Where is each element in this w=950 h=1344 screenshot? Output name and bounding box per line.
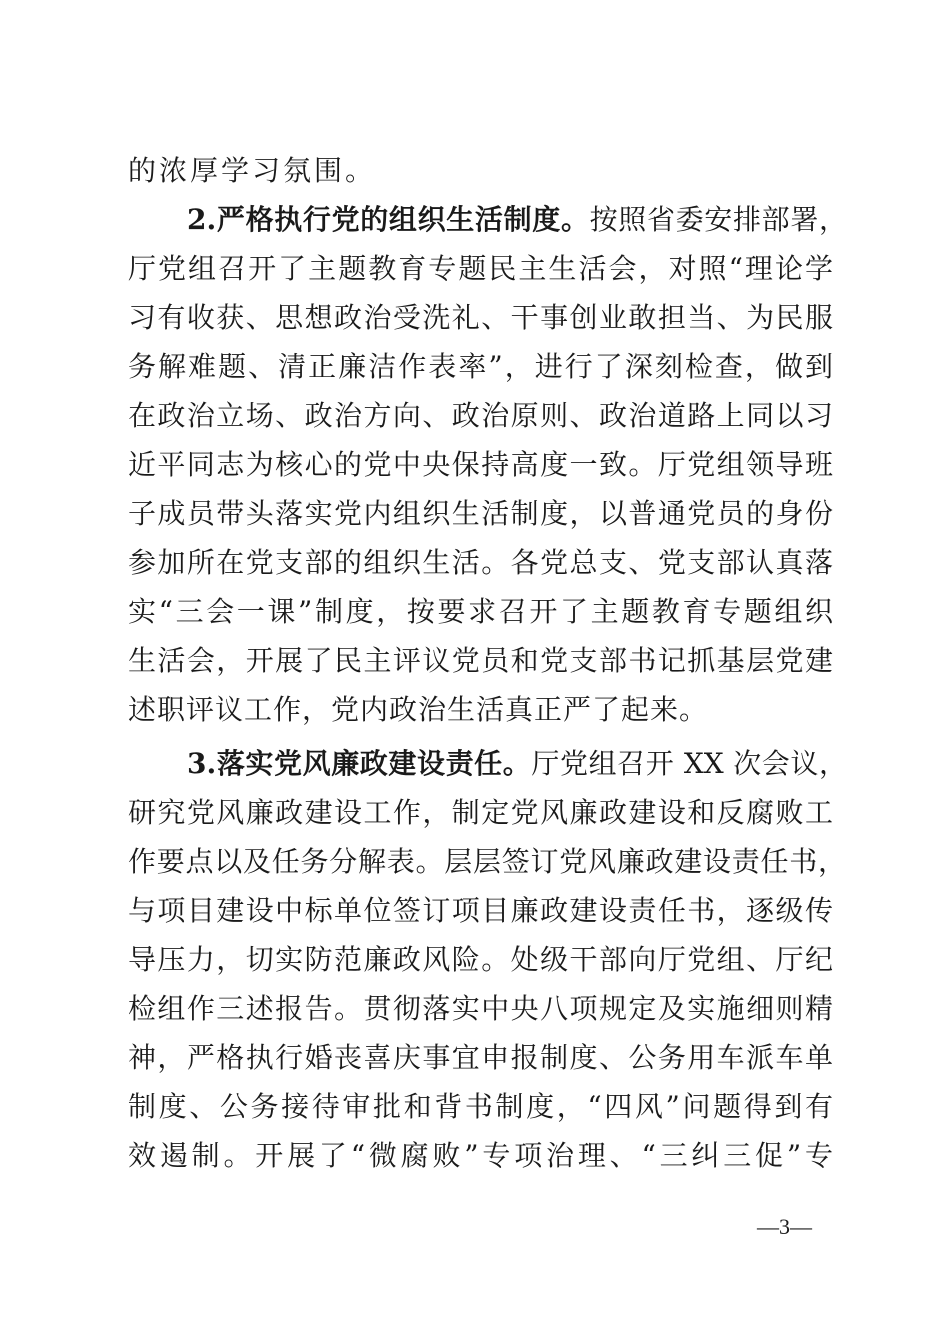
paragraph-line: 参加所在党支部的组织生活。各党总支、党支部认真落 bbox=[128, 546, 833, 579]
paragraph-line: 述职评议工作，党内政治生活真正严了起来。 bbox=[128, 693, 709, 726]
paragraph-line: 厅党组召开了主题教育专题民主生活会，对照“理论学 bbox=[128, 252, 833, 285]
paragraph-line: 与项目建设中标单位签订项目廉政建设责任书，逐级传 bbox=[128, 894, 833, 927]
section-2-first-line-text: 按照省委安排部署， bbox=[589, 203, 847, 236]
paragraph-line: 习有收获、思想政治受洗礼、干事创业敢担当、为民服 bbox=[128, 301, 833, 334]
section-2-first-line bbox=[187, 200, 847, 240]
paragraph-line: 制度、公务接待审批和背书制度，“四风”问题得到有 bbox=[128, 1090, 833, 1123]
section-3-first-line-text: 厅党组召开 XX 次会议， bbox=[531, 747, 847, 780]
section-2-heading: 2.严格执行党的组织生活制度。 bbox=[187, 203, 590, 236]
paragraph-line: 神，严格执行婚丧喜庆事宜申报制度、公务用车派车单 bbox=[128, 1041, 833, 1074]
paragraph-line: 务解难题、清正廉洁作表率”，进行了深刻检查，做到 bbox=[128, 350, 833, 383]
paragraph-line: 子成员带头落实党内组织生活制度，以普通党员的身份 bbox=[128, 497, 833, 530]
paragraph-line: 效遏制。开展了“微腐败”专项治理、“三纠三促”专 bbox=[128, 1139, 833, 1172]
paragraph-line: 的浓厚学习氛围。 bbox=[128, 154, 377, 187]
paragraph-line: 作要点以及任务分解表。层层签订党风廉政建设责任书， bbox=[128, 845, 846, 878]
section-3-first-line bbox=[187, 744, 847, 784]
paragraph-line: 生活会，开展了民主评议党员和党支部书记抓基层党建 bbox=[128, 644, 833, 677]
paragraph-line: 研究党风廉政建设工作，制定党风廉政建设和反腐败工 bbox=[128, 796, 833, 829]
paragraph-line: 实“三会一课”制度，按要求召开了主题教育专题组织 bbox=[128, 595, 833, 628]
paragraph-line: 在政治立场、政治方向、政治原则、政治道路上同以习 bbox=[128, 399, 833, 432]
page-number: —3— bbox=[757, 1214, 812, 1239]
paragraph-line: 检组作三述报告。贯彻落实中央八项规定及实施细则精 bbox=[128, 992, 833, 1025]
paragraph-line: 导压力，切实防范廉政风险。处级干部向厅党组、厅纪 bbox=[128, 943, 833, 976]
paragraph-line: 近平同志为核心的党中央保持高度一致。厅党组领导班 bbox=[128, 448, 833, 481]
section-3-heading: 3.落实党风廉政建设责任。 bbox=[187, 747, 532, 780]
